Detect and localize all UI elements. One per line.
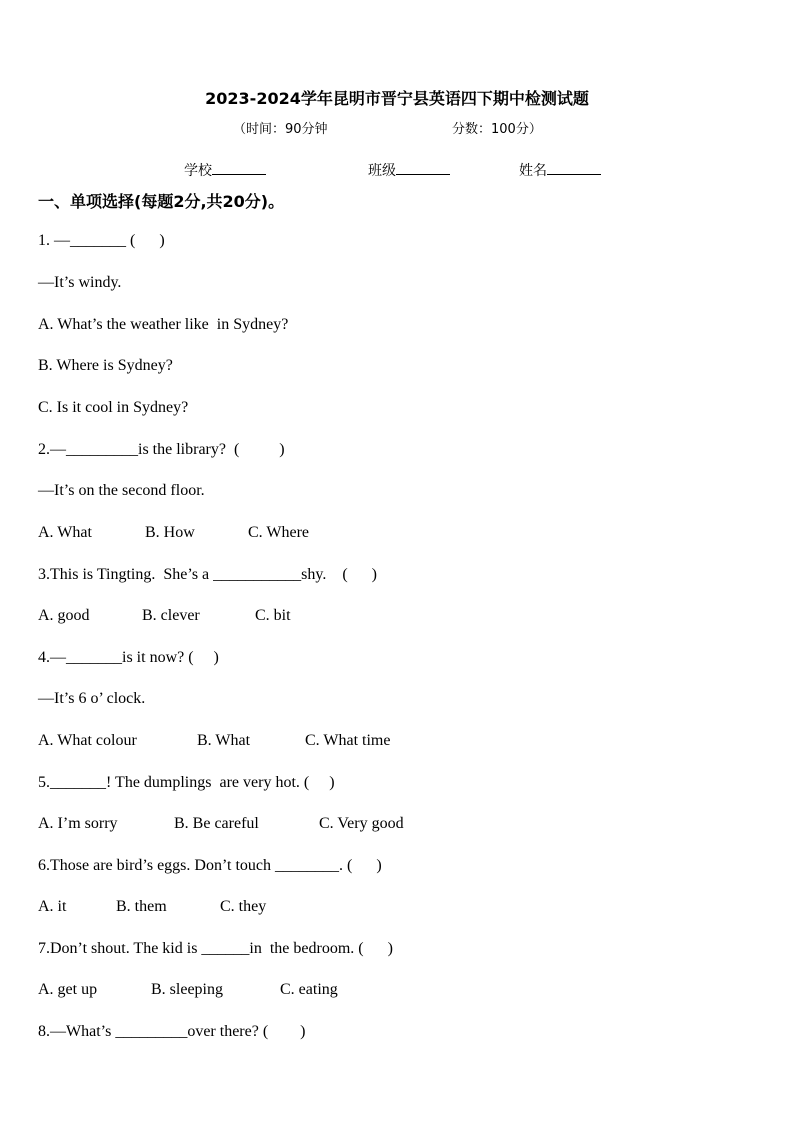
question-4-option-b[interactable]: B. What — [197, 732, 251, 749]
question-3-option-b[interactable]: B. clever — [142, 607, 200, 624]
name-label: 姓名 — [519, 163, 547, 179]
question-8-stem: 8.—What’s _________over there? ( ) — [38, 1023, 306, 1040]
question-2-option-c[interactable]: C. Where — [248, 524, 310, 541]
question-5-option-a[interactable]: A. I’m sorry — [38, 815, 118, 832]
question-5-option-c[interactable]: C. Very good — [319, 815, 404, 832]
question-1-answer-line: —It’s windy. — [38, 274, 122, 291]
question-6-option-b[interactable]: B. them — [116, 898, 167, 915]
question-1-option-b[interactable]: B. Where is Sydney? — [38, 357, 173, 374]
question-5-option-b[interactable]: B. Be careful — [174, 815, 259, 832]
question-3-option-c[interactable]: C. bit — [255, 607, 291, 624]
name-field[interactable] — [519, 160, 601, 180]
question-4-answer-line: —It’s 6 o’ clock. — [38, 690, 146, 707]
question-7-option-c[interactable]: C. eating — [280, 981, 338, 998]
name-blank[interactable] — [547, 160, 601, 175]
question-5-stem: 5._______! The dumplings are very hot. ( ) — [38, 774, 335, 791]
time-info: （时间：90分钟 — [233, 122, 328, 137]
school-label: 学校 — [184, 163, 212, 179]
question-3-stem: 3.This is Tingting. She’s a ___________shy. ( ) — [38, 566, 377, 583]
question-2-option-b[interactable]: B. How — [145, 524, 195, 541]
class-label: 班级 — [368, 163, 396, 179]
class-field[interactable] — [368, 160, 450, 180]
question-4-option-c[interactable]: C. What time — [305, 732, 391, 749]
class-blank[interactable] — [396, 160, 450, 175]
question-3-option-a[interactable]: A. good — [38, 607, 90, 624]
question-1-option-a[interactable]: A. What’s the weather like in Sydney? — [38, 316, 289, 333]
question-1-option-c[interactable]: C. Is it cool in Sydney? — [38, 399, 189, 416]
question-2-answer-line: —It’s on the second floor. — [38, 482, 205, 499]
question-7-option-b[interactable]: B. sleeping — [151, 981, 223, 998]
exam-title: 2023-2024学年昆明市晋宁县英语四下期中检测试题 — [205, 89, 589, 108]
question-4-option-a[interactable]: A. What colour — [38, 732, 137, 749]
score-info: 分数：100分） — [452, 122, 542, 137]
question-1-stem: 1. —_______ ( ) — [38, 232, 165, 249]
question-6-stem: 6.Those are bird’s eggs. Don’t touch ________. ( ) — [38, 857, 382, 874]
question-2-stem: 2.—_________is the library? ( ) — [38, 441, 285, 458]
school-blank[interactable] — [212, 160, 266, 175]
section-heading: 一、单项选择(每题2分,共20分)。 — [38, 192, 285, 211]
question-2-option-a[interactable]: A. What — [38, 524, 92, 541]
question-6-option-c[interactable]: C. they — [220, 898, 267, 915]
question-6-option-a[interactable]: A. it — [38, 898, 67, 915]
school-field[interactable] — [184, 160, 266, 180]
question-7-option-a[interactable]: A. get up — [38, 981, 98, 998]
question-4-stem: 4.—_______is it now? ( ) — [38, 649, 219, 666]
question-7-stem: 7.Don’t shout. The kid is ______in the bedroom. ( ) — [38, 940, 393, 957]
